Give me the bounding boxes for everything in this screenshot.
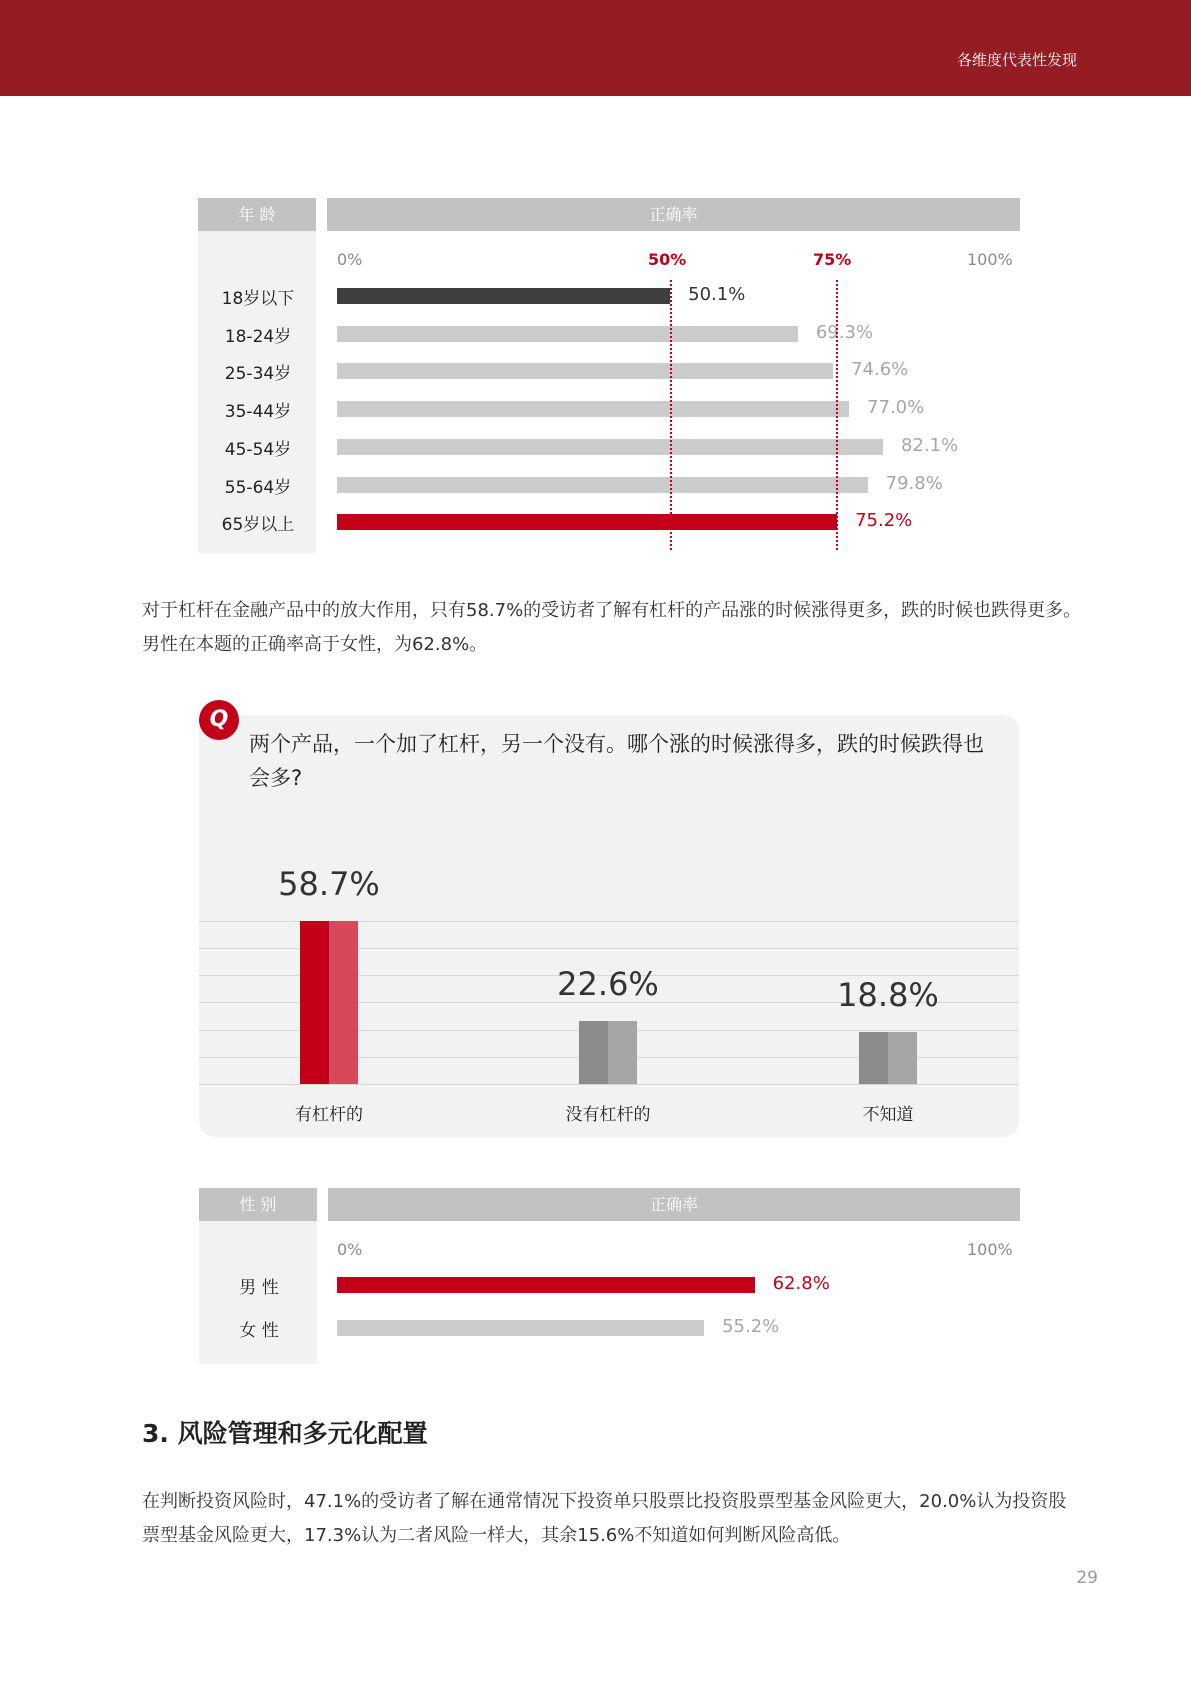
- age-row-label: 35-44岁: [224, 402, 292, 423]
- age-axis-min: 0%: [337, 250, 363, 269]
- gender-value-header: 正确率: [328, 1188, 1020, 1221]
- bar-value-label: 58.7%: [278, 865, 380, 903]
- bar-1-light: [329, 921, 358, 1084]
- gender-bar-value: 55.2%: [722, 1316, 780, 1337]
- age-value-header: 正确率: [327, 198, 1020, 231]
- age-label-header: 年 龄: [198, 198, 316, 231]
- question-badge: Q: [199, 700, 239, 740]
- age-row-label: 18-24岁: [224, 326, 292, 347]
- age-bar: [337, 326, 798, 342]
- gender-axis-max: 100%: [967, 1240, 1013, 1259]
- age-bar: [337, 514, 837, 530]
- gender-row-label: 女 性: [239, 1321, 279, 1341]
- age-bar: [337, 477, 868, 493]
- bar-3-light: [888, 1032, 917, 1084]
- age-row-label: 55-64岁: [224, 477, 292, 498]
- age-row-label: 25-34岁: [224, 364, 292, 385]
- age-bar-value: 69.3%: [815, 321, 874, 343]
- age-bar-value: 74.6%: [851, 359, 909, 381]
- age-bar-value: 50.1%: [688, 284, 746, 305]
- reference-line-50: [670, 280, 672, 550]
- age-bar: [337, 363, 833, 379]
- bar-category-label: 有杠杆的: [295, 1105, 363, 1125]
- age-bar: [337, 288, 670, 304]
- bar-category-label: 没有杠杆的: [565, 1105, 651, 1125]
- bar-value-label: 22.6%: [557, 965, 659, 1004]
- gender-row-label: 男 性: [239, 1278, 279, 1298]
- page-number: 29: [1076, 1568, 1098, 1588]
- age-axis-max: 100%: [967, 250, 1013, 269]
- age-row-label: 45-54岁: [224, 439, 292, 460]
- paragraph-risk-summary: 在判断投资风险时，47.1%的受访者了解在通常情况下投资单只股票比投资股票型基金风险更大，20.0%认为投资股票型基金风险更大，17.3%认为二者风险一样大，其余15.6%不知道如何判断风险高低。: [142, 1491, 1067, 1546]
- age-bar-value: 77.0%: [867, 397, 925, 419]
- bar-category-label: 不知道: [862, 1105, 914, 1125]
- gender-bar-value: 62.8%: [772, 1273, 830, 1294]
- bar-2-dark: [579, 1021, 608, 1084]
- header-title: 各维度代表性发现: [956, 51, 1077, 69]
- header-bar: [0, 0, 1191, 96]
- question-text: 两个产品，一个加了杠杆，另一个没有。哪个涨的时候涨得多，跌的时候跌得也会多?: [249, 732, 984, 790]
- bar-value-label: 18.8%: [837, 975, 939, 1014]
- age-axis-75: 75%: [813, 250, 852, 269]
- gender-bar: [337, 1320, 704, 1336]
- reference-line-75: [836, 280, 838, 550]
- gender-axis-min: 0%: [337, 1240, 363, 1259]
- age-row-label: 18岁以下: [221, 289, 295, 309]
- section-title: 3. 风险管理和多元化配置: [142, 1419, 428, 1448]
- gender-label-header: 性 别: [199, 1188, 317, 1221]
- bar-2-light: [608, 1021, 637, 1084]
- gridline: [199, 1084, 1019, 1085]
- age-row-label: 65岁以上: [221, 515, 295, 536]
- bar-1-dark: [300, 921, 329, 1084]
- age-label-column: [198, 231, 316, 553]
- age-bar: [337, 401, 849, 417]
- age-bar-value: 75.2%: [855, 510, 913, 532]
- age-bar-value: 82.1%: [900, 434, 959, 456]
- paragraph-leverage-summary: 对于杠杆在金融产品中的放大作用，只有58.7%的受访者了解有杠杆的产品涨的时候涨得更多，跌的时候也跌得更多。男性在本题的正确率高于女性，为62.8%。: [142, 600, 1082, 655]
- bar-3-dark: [859, 1032, 888, 1084]
- gender-bar: [337, 1277, 755, 1293]
- age-bar: [337, 439, 883, 455]
- age-axis-50: 50%: [648, 250, 687, 269]
- age-bar-value: 79.8%: [885, 472, 943, 494]
